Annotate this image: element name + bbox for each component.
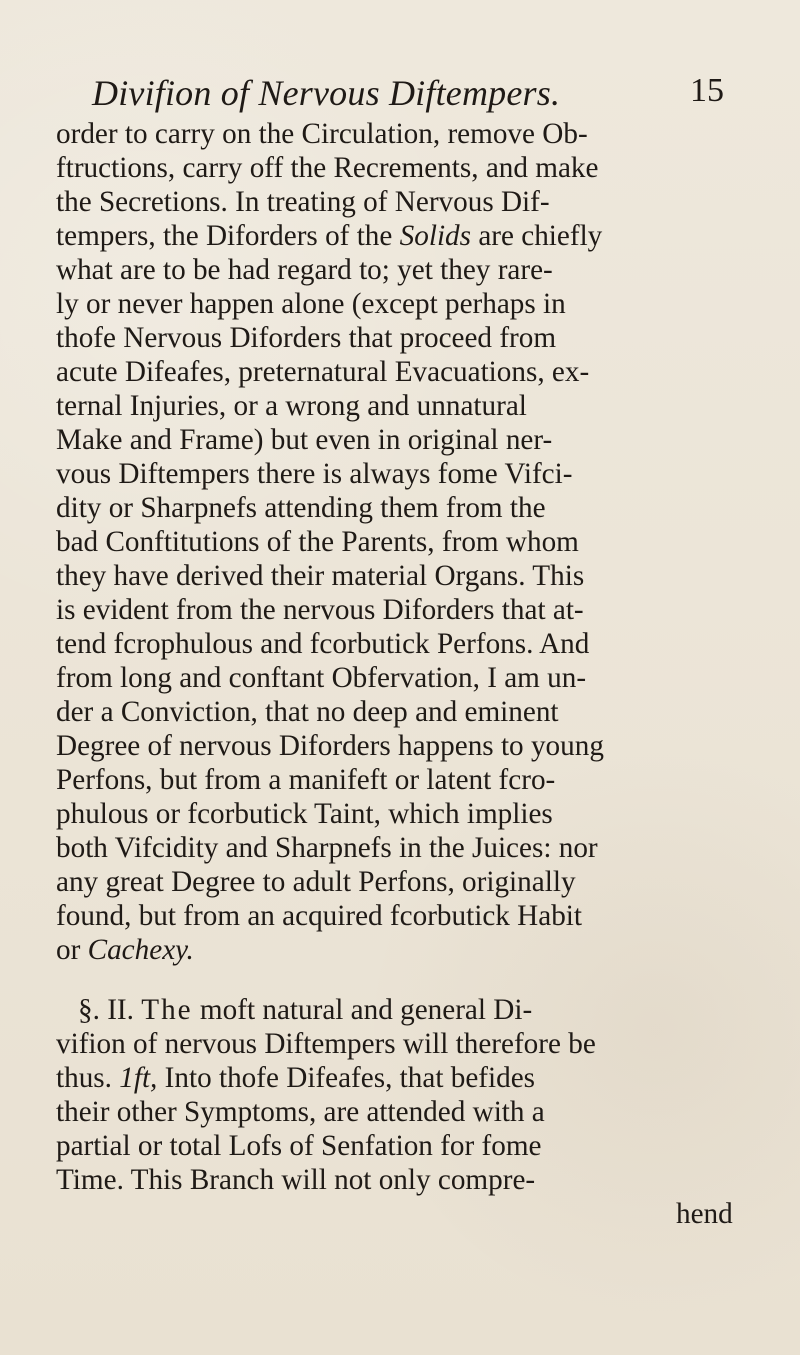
- text-line-11: vous Diftempers there is always fome Vifci-: [56, 458, 573, 490]
- section-marker: §. II.: [78, 994, 142, 1026]
- solids-italic-word: Solids: [399, 220, 472, 252]
- page-header: [92, 72, 724, 116]
- text-line-22: both Vifcidity and Sharpnefs in the Juices: nor: [56, 832, 598, 864]
- text-line-12: dity or Sharpnefs attending them from the: [56, 492, 546, 524]
- text-line-25-part-1: or: [56, 934, 88, 966]
- text-line-19: Degree of nervous Diforders happens to young: [56, 730, 604, 762]
- text-line-1: order to carry on the Circulation, remove Ob-: [56, 118, 588, 150]
- section-line-6: Time. This Branch will not only compre-: [56, 1164, 536, 1196]
- cachexy-italic-word: Cachexy.: [87, 934, 194, 966]
- text-line-8: acute Difeafes, preternatural Evacuations, ex-: [56, 356, 590, 388]
- section-line-5: partial or total Lofs of Senfation for fome: [56, 1130, 542, 1162]
- text-line-10: Make and Frame) but even in original ner-: [56, 424, 553, 456]
- section-line-3-part-3: Into thofe Difeafes, that befides: [157, 1062, 536, 1094]
- running-head: Divifion of Nervous Diftempers.: [92, 73, 561, 113]
- page-number: 15: [690, 72, 724, 109]
- text-line-5: what are to be had regard to; yet they rare-: [56, 254, 553, 286]
- text-line-20: Perfons, but from a manifeft or latent fcro-: [56, 764, 556, 796]
- section-line-1-rest: moft natural and general Di-: [192, 994, 533, 1026]
- section-line-4: their other Symptoms, are attended with a: [56, 1096, 545, 1128]
- text-line-4-part-3: are chiefly: [471, 220, 603, 252]
- text-line-4-part-1: tempers, the Diforders of the: [56, 220, 400, 252]
- section-line-3-part-1: thus.: [56, 1062, 120, 1094]
- text-line-3: the Secretions. In treating of Nervous Dif-: [56, 186, 550, 218]
- text-line-4: [56, 219, 724, 253]
- text-line-15: is evident from the nervous Diforders that at-: [56, 594, 584, 626]
- text-line-14: they have derived their material Organs. This: [56, 560, 585, 592]
- section-line-2: vifion of nervous Diftempers will therefore be: [56, 1028, 596, 1060]
- body-text: [56, 117, 733, 1347]
- section-line-1: [78, 993, 746, 1027]
- text-line-18: der a Conviction, that no deep and eminent: [56, 696, 559, 728]
- text-line-24: found, but from an acquired fcorbutick Habit: [56, 900, 583, 932]
- text-line-13: bad Conftitutions of the Parents, from whom: [56, 526, 579, 558]
- catchword: hend: [676, 1198, 733, 1230]
- text-line-21: phulous or fcorbutick Taint, which implies: [56, 798, 553, 830]
- section-smallcaps-word: The: [141, 994, 193, 1026]
- text-line-17: from long and conftant Obfervation, I am un-: [56, 662, 587, 694]
- text-line-6: ly or never happen alone (except perhaps in: [56, 288, 566, 320]
- text-line-23: any great Degree to adult Perfons, originally: [56, 866, 576, 898]
- text-line-2: ftructions, carry off the Recrements, and make: [56, 152, 599, 184]
- text-line-7: thofe Nervous Diforders that proceed from: [56, 322, 557, 354]
- text-line-25: [56, 933, 724, 967]
- text-line-16: tend fcrophulous and fcorbutick Perfons. And: [56, 628, 590, 660]
- section-line-3: [56, 1061, 724, 1095]
- text-line-9: ternal Injuries, or a wrong and unnatural: [56, 390, 527, 422]
- first-italic-word: 1ft,: [119, 1062, 158, 1094]
